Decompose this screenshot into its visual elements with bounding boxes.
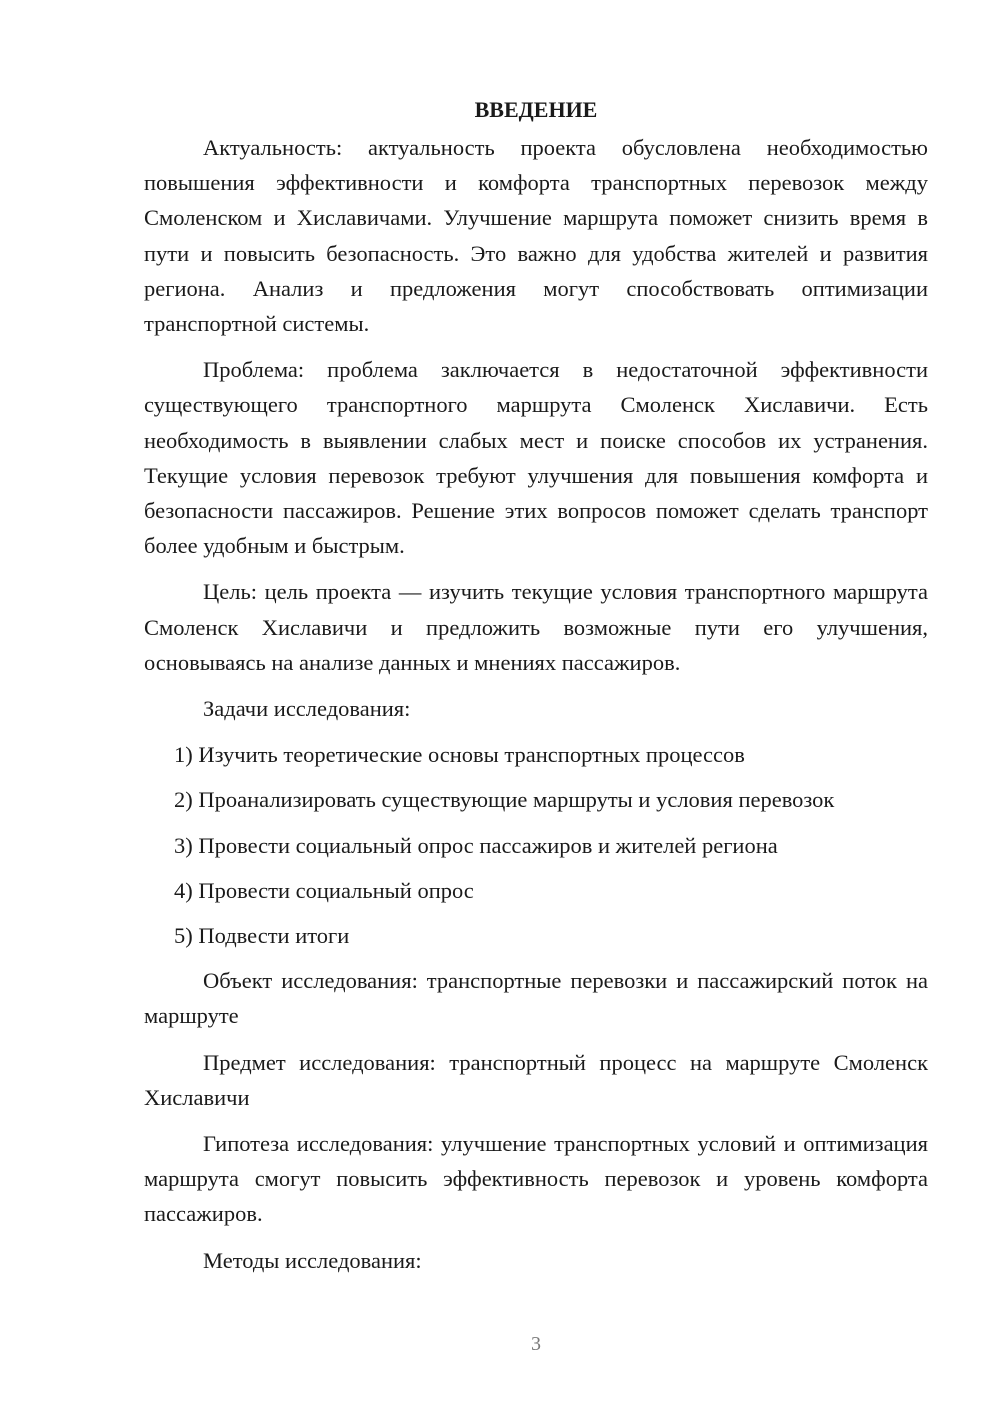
paragraph-methods-title: Методы исследования: [203,1247,422,1273]
list-item: 4) Провести социальный опрос [174,877,474,903]
page-number: 3 [531,1333,541,1355]
section-heading: ВВЕДЕНИЕ [474,97,598,122]
tasks-list [144,737,928,953]
list-item: 2) Проанализировать существующие маршруты и условия перевозок [174,787,835,813]
document-page [144,92,928,1278]
paragraph-problem: Проблема: проблема заключается в недостаточной эффективности существующего транспортного маршрута Смоленск Хиславичи. Есть необходимость в выявлении слабых мест и поиске способов их устранения. Текущие условия перевозок требуют улучшения для повышения комфорта и безопасности пассажиров. Решение этих вопросов поможет сделать транспорт более удобным и быстрым. [144,357,928,559]
paragraph-goal: Цель: цель проекта — изучить текущие условия транспортного маршрута Смоленск Хиславичи и предложить возможные пути его улучшения, основываясь на анализе данных и мнениях пассажиров. [144,579,928,675]
list-item: 5) Подвести итоги [174,923,350,949]
list-item: 3) Провести социальный опрос пассажиров и жителей региона [174,832,778,858]
paragraph-object: Объект исследования: транспортные перевозки и пассажирский поток на маршруте [144,968,928,1029]
paragraph-tasks-title: Задачи исследования: [203,696,411,722]
paragraph-relevance: Актуальность: актуальность проекта обусловлена необходимостью повышения эффективности и комфорта транспортных перевозок между Смоленском и Хиславичами. Улучшение маршрута поможет снизить время в пути и повысить безопасность. Это важно для удобства жителей и развития региона. Анализ и предложения могут способствовать оптимизации транспортной системы. [144,135,928,337]
list-item: 1) Изучить теоретические основы транспортных процессов [174,742,745,768]
paragraph-hypothesis: Гипотеза исследования: улучшение транспортных условий и оптимизация маршрута смогут повысить эффективность перевозок и уровень комфорта пассажиров. [144,1131,928,1227]
paragraph-subject: Предмет исследования: транспортный процесс на маршруте Смоленск Хиславичи [144,1049,928,1110]
